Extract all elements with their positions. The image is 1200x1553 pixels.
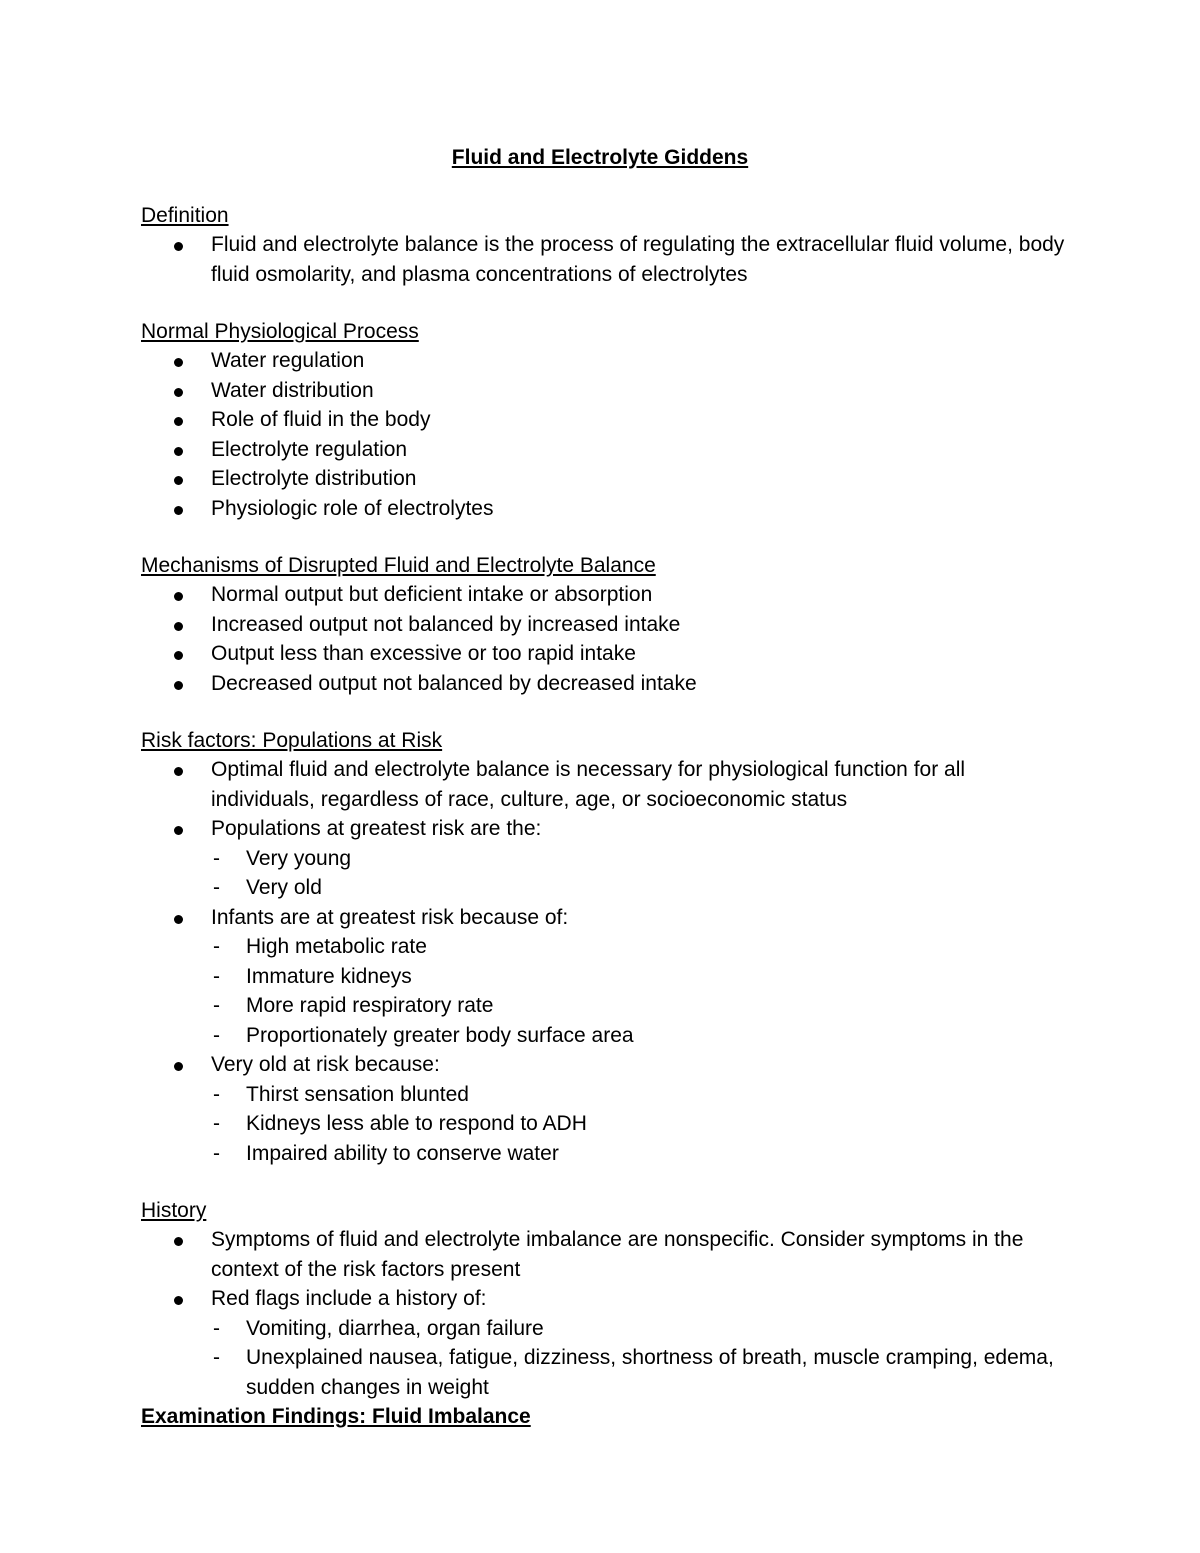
sub-list-item: - Impaired ability to conserve water	[213, 1141, 559, 1165]
sub-list-item: - Thirst sensation blunted	[213, 1082, 469, 1106]
sub-list-item: - Unexplained nausea, fatigue, dizziness, shortness of breath, muscle cramping, edema, sudden changes in weight	[213, 1346, 1054, 1399]
list-item: Symptoms of fluid and electrolyte imbalance are nonspecific. Consider symptoms in the context of the risk factors present	[141, 1225, 1071, 1284]
normal-process-list	[141, 346, 1071, 523]
list-item: Infants are at greatest risk because of: - High metabolic rate - Immature kidneys - More rapid respiratory rate - Proportionately greater body surface area	[141, 903, 1071, 1051]
section-heading-history: History	[141, 1199, 207, 1222]
list-item: Role of fluid in the body	[141, 405, 1071, 435]
list-item: Water regulation	[141, 346, 1071, 376]
bullet-icon	[174, 651, 183, 660]
list-item: Optimal fluid and electrolyte balance is necessary for physiological function for all individuals, regardless of race, culture, age, or socioeconomic status	[141, 755, 1071, 814]
bullet-icon	[174, 417, 183, 426]
mechanisms-list	[141, 580, 1071, 698]
document-title: Fluid and Electrolyte Giddens	[451, 146, 749, 169]
bullet-icon	[174, 358, 183, 367]
bullet-icon	[174, 1296, 183, 1305]
bullet-icon	[174, 681, 183, 690]
list-item: Normal output but deficient intake or absorption	[141, 580, 1071, 610]
list-item: Physiologic role of electrolytes	[141, 494, 1071, 524]
bullet-icon	[174, 506, 183, 515]
bullet-icon	[174, 1237, 183, 1246]
list-item: Output less than excessive or too rapid intake	[141, 639, 1071, 669]
bullet-icon	[174, 476, 183, 485]
section-heading-definition: Definition	[141, 204, 229, 227]
bullet-icon	[174, 242, 183, 251]
sub-list-item: - High metabolic rate	[213, 935, 427, 958]
sub-list	[211, 932, 1071, 1050]
document-body	[141, 0, 1071, 1431]
sub-list-item: - Very old	[213, 876, 322, 899]
history-list	[141, 1225, 1071, 1402]
sub-list-item: - Immature kidneys	[213, 964, 412, 988]
list-item: Electrolyte regulation	[141, 435, 1071, 465]
definition-list	[141, 230, 1071, 289]
risk-factors-list	[141, 755, 1071, 1168]
list-item: Decreased output not balanced by decreased intake	[141, 669, 1071, 699]
list-item: Populations at greatest risk are the: - Very young - Very old	[141, 814, 1071, 903]
sub-list-item: - Very young	[213, 846, 352, 870]
section-heading-mechanisms: Mechanisms of Disrupted Fluid and Electrolyte Balance	[141, 554, 656, 577]
sub-list-item: - Proportionately greater body surface area	[213, 1023, 634, 1047]
list-item: Fluid and electrolyte balance is the process of regulating the extracellular fluid volume, body fluid osmolarity, and plasma concentrations of electrolytes	[141, 230, 1071, 289]
section-heading-normal-physiological-process: Normal Physiological Process	[141, 320, 419, 343]
bullet-icon	[174, 622, 183, 631]
sub-list-item: - Vomiting, diarrhea, organ failure	[213, 1316, 544, 1340]
sub-list-item: - Kidneys less able to respond to ADH	[213, 1112, 587, 1135]
sub-list-item: - More rapid respiratory rate	[213, 994, 494, 1017]
list-item: Water distribution	[141, 376, 1071, 406]
section-heading-examination-findings: Examination Findings: Fluid Imbalance	[141, 1405, 531, 1428]
bullet-icon	[174, 447, 183, 456]
sub-list	[211, 844, 1071, 903]
bullet-icon	[174, 826, 183, 835]
bullet-icon	[174, 767, 183, 776]
bullet-icon	[174, 592, 183, 601]
bullet-icon	[174, 1062, 183, 1071]
bullet-icon	[174, 915, 183, 924]
list-item: Red flags include a history of: - Vomiting, diarrhea, organ failure - Unexplained nausea, fatigue, dizziness, shortness of breath, muscle cramping, edema, sudden changes in weight	[141, 1284, 1071, 1402]
bullet-icon	[174, 388, 183, 397]
sub-list	[211, 1314, 1071, 1403]
list-item: Increased output not balanced by increased intake	[141, 610, 1071, 640]
sub-list	[211, 1080, 1071, 1169]
section-heading-risk-factors: Risk factors: Populations at Risk	[141, 729, 443, 752]
list-item: Very old at risk because: - Thirst sensation blunted - Kidneys less able to respond to ADH - Impaired ability to conserve water	[141, 1050, 1071, 1168]
list-item: Electrolyte distribution	[141, 464, 1071, 494]
